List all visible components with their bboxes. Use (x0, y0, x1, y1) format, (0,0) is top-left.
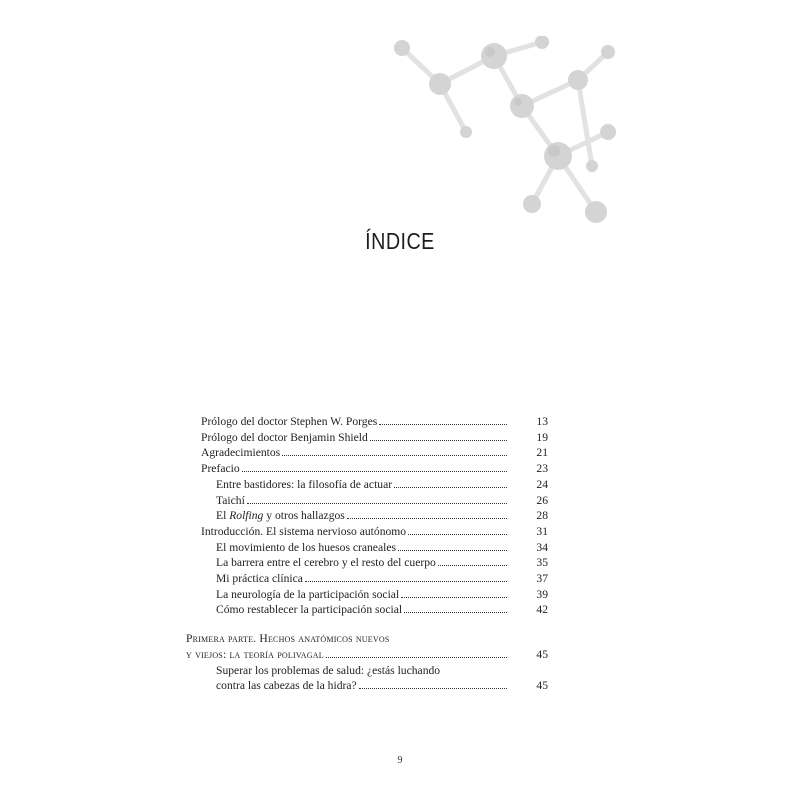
toc-page-number: 45 (536, 647, 548, 661)
toc-subentry[interactable] (182, 540, 548, 556)
toc-entry-title: La neurología de la participación social (216, 587, 400, 601)
toc-page-number: 24 (536, 477, 548, 491)
toc-subentry[interactable] (182, 508, 548, 524)
toc-entry-title: La barrera entre el cerebro y el resto del cuerpo (216, 556, 436, 570)
toc-subentry[interactable] (182, 587, 548, 603)
dot-leader (404, 603, 507, 613)
toc-title-emphasis: Rolfing (229, 509, 264, 523)
toc-entry-title: Entre bastidores: la filosofía de actuar (216, 477, 393, 491)
toc-entry-title: Prólogo del doctor Benjamin Shield (201, 430, 368, 444)
dot-leader (398, 541, 507, 551)
dot-leader (438, 556, 507, 566)
toc-subentry[interactable] (182, 602, 548, 618)
toc-page-number: 37 (536, 572, 548, 586)
toc-entry[interactable] (182, 430, 548, 446)
dot-leader (370, 431, 507, 441)
toc-entry-title: Prólogo del doctor Stephen W. Porges (201, 415, 378, 428)
page-title: ÍNDICE (365, 228, 435, 254)
toc-page-number: 23 (536, 462, 548, 476)
toc-subentry[interactable] (182, 571, 548, 587)
subentry-title-row (182, 678, 548, 694)
toc-entry[interactable] (182, 414, 548, 430)
toc-page-number: 28 (536, 509, 548, 523)
toc-entry-title: Agradecimientos (201, 446, 281, 460)
toc-page-number: 26 (536, 493, 548, 507)
toc-page-number: 21 (536, 446, 548, 460)
toc-entry[interactable] (182, 524, 548, 540)
toc-entry[interactable] (182, 445, 548, 461)
dot-leader (242, 462, 507, 472)
dot-leader (347, 509, 507, 519)
dot-leader (359, 679, 507, 689)
toc-subentry[interactable] (182, 663, 548, 694)
toc-entry-title (216, 508, 345, 524)
part-title-line2: y viejos: la teoría polivagal (186, 647, 324, 661)
section-spacer (182, 618, 548, 631)
toc-page-number: 13 (536, 415, 548, 428)
dot-leader (379, 415, 507, 425)
dot-leader (305, 572, 507, 582)
dot-leader (326, 648, 507, 658)
toc-page-number: 39 (536, 587, 548, 601)
toc-page-number: 31 (536, 524, 548, 538)
part-title-line1: Primera parte. Hechos anatómicos nuevos (186, 632, 390, 646)
toc-page-number: 35 (536, 556, 548, 570)
toc-part-heading[interactable] (182, 631, 548, 662)
dot-leader (401, 588, 507, 598)
toc-page-number: 34 (536, 540, 548, 554)
toc-entry-title: Taichí (216, 493, 245, 507)
table-of-contents (182, 414, 548, 694)
molecule-illustration (382, 36, 616, 232)
subentry-title-line1: Superar los problemas de salud: ¿estás luchando (216, 663, 441, 677)
toc-title-prefix: El (216, 509, 230, 523)
dot-leader (247, 494, 507, 504)
toc-title-suffix: y otros hallazgos (263, 509, 345, 523)
dot-leader (408, 525, 507, 535)
toc-page-number: 45 (536, 679, 548, 693)
toc-subentry[interactable] (182, 555, 548, 571)
toc-entry-title: Prefacio (201, 462, 240, 476)
toc-entry-title: El movimiento de los huesos craneales (216, 540, 396, 554)
toc-entry-title: Introducción. El sistema nervioso autónomo (201, 524, 407, 538)
toc-entry[interactable] (182, 461, 548, 477)
subentry-title-line2: contra las cabezas de la hidra? (216, 679, 357, 693)
toc-page-number: 19 (536, 430, 548, 444)
toc-entry-title: Cómo restablecer la participación social (216, 603, 403, 617)
toc-entry-title: Mi práctica clínica (216, 572, 303, 586)
toc-page-number: 42 (536, 603, 548, 617)
page-number: 9 (397, 755, 403, 766)
toc-subentry[interactable] (182, 477, 548, 493)
part-title-row (182, 647, 548, 663)
dot-leader (282, 446, 507, 456)
dot-leader (394, 478, 507, 488)
toc-subentry[interactable] (182, 493, 548, 509)
